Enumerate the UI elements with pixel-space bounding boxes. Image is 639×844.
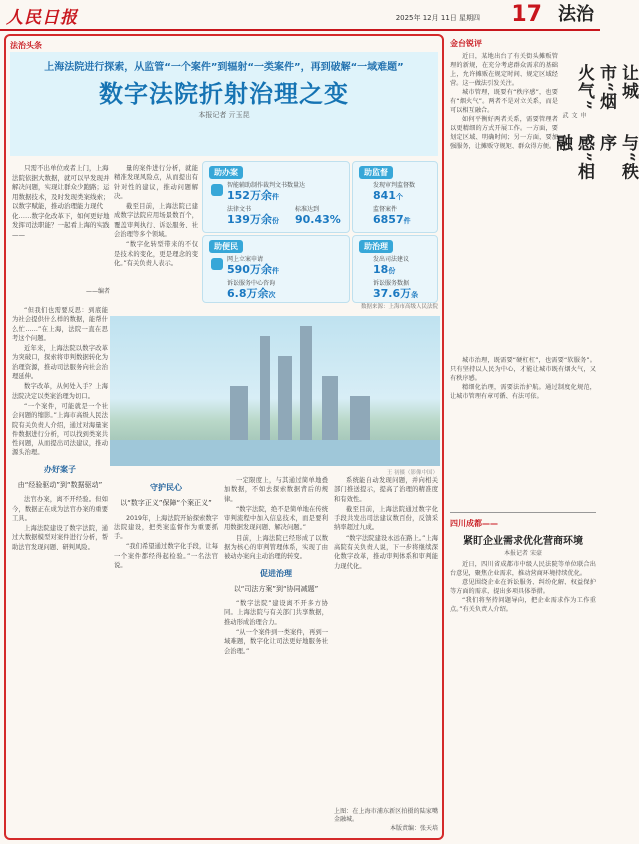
subhead: 办好案子: [44, 464, 76, 474]
commentary-title-line-2: 与“秩序感”相融: [552, 134, 638, 181]
paragraph: 城市治理，既需要“硬杠杠”，也需要“软服务”。只有坚持以人民为中心，才能让城市既有烟火气，又有秩序感。: [450, 357, 596, 382]
news-title: 紧盯企业需求优化营商环境: [463, 536, 583, 547]
section-name: 法治: [558, 4, 594, 25]
subhead-tagline: 以“数字正义”保障“个案正义”: [120, 499, 212, 507]
paragraph: 意见围绕企业在诉讼服务、纠纷化解、权益保护等方面的需求，提出多项具体举措。: [450, 579, 596, 595]
city-skyline-photo: [110, 316, 440, 466]
infocard-governance: [352, 235, 438, 303]
paragraph: 如何平衡好两者关系，需要管理者以更精细的方式开展工作。一方面，要划定区域、明确时间；另一方面，要加强服务，让摊贩守规矩、群众得方便。: [450, 116, 558, 150]
stat-item: 标准达到 90.43%: [295, 206, 341, 226]
river-shape: [110, 440, 440, 466]
tower-shape: [278, 356, 292, 446]
section-tag: 法治头条: [10, 41, 42, 50]
photo-caption: 上图：在上海市浦东新区拍摄的陆家嘴金融城。 本版责编：张天培: [334, 808, 438, 832]
paragraph: 截至目前，上海法院已建成数字法院应用场景数百个，覆盖审判执行、诉讼服务、社会治理等多个领域。: [114, 203, 198, 239]
paragraph: 数字改革，从何处入手？上海法院决定以类案治理为切口。: [12, 383, 108, 400]
paragraph: 2019年，上海法院开始探索数字法院建设，把类案监督作为重要抓手。: [114, 514, 218, 541]
stat-item: 发出司法建议 18份: [373, 256, 410, 276]
sidebar-tag: 金台锐评: [450, 39, 482, 48]
commentary-text-bottom: [450, 356, 596, 506]
stat-item: 诉讼服务数据 37.6万条: [373, 280, 419, 300]
kicker-headline: 上海法院进行探索，从监管“一个案件”到辐射“一类案件”，再到破解“一域难题”: [44, 62, 404, 73]
news-byline: 本报记者 宋豪: [504, 550, 542, 557]
news-tag: 四川成都——: [450, 519, 498, 528]
paragraph: “数字法院”建设离不开多方协同。上海法院与有关部门共享数据，推动形成治理合力。: [224, 600, 328, 626]
paragraph: 目前，上海法院已经形成了以数据为核心的审判管理体系，实现了由被动办案向主动治理的转变。: [224, 534, 328, 561]
page-number: 17: [511, 2, 542, 27]
paragraph: “数字化转型带来的不仅是技术的变化，更是理念的变化。”有关负责人表示。: [114, 241, 198, 267]
commentary-title-line-1: 让城市“烟火气”: [574, 64, 638, 111]
paragraph: 近日，四川省成都市中级人民法院等单位联合出台意见，聚焦企业需求，推动营商环境持续优化。: [450, 561, 596, 577]
infocard-convenience: [202, 235, 350, 303]
main-title: 数字法院折射治理之变: [99, 80, 349, 108]
tower-shape: [322, 376, 338, 446]
subhead-tagline: 由“经验驱动”到“数据驱动”: [17, 480, 103, 489]
infocard-supervision: [352, 161, 438, 233]
stat-item: 诉讼服务中心咨询 6.8万余次: [227, 280, 276, 300]
page-header: [0, 0, 600, 30]
paragraph: 精细化治理，需要法治护航。通过制度化规范，让城市管理有章可循、有法可依。: [450, 384, 596, 400]
divider: [450, 512, 596, 513]
stat-item: 发现审判监督数 841个: [373, 182, 416, 202]
tower-shape: [300, 326, 312, 446]
issue-date: 2025年 12月 11日 星期四: [395, 14, 480, 22]
infographic: [202, 161, 436, 311]
headline-banner: [10, 52, 438, 156]
infocard-title: 助治理: [359, 240, 393, 253]
paragraph: 一定限度上，与其通过简单地叠加数据，不如去探索数据背后的规律。: [224, 477, 328, 503]
article-column-2-top: [114, 164, 198, 314]
paragraph: 法官办案，离不开经验。但如今，数据正在成为法官办案的重要工具。: [12, 496, 108, 522]
paragraph: 量的案件进行分析，就能精准发现风险点，从而提出有针对性的建议，推动问题解决。: [114, 165, 198, 200]
subhead: 促进治理: [260, 568, 292, 578]
byline: 本报记者 亓玉昆: [198, 111, 250, 119]
paragraph: 城市管理，既要有“秩序感”，也要有“烟火气”。两者不是对立关系，而是可以相互融合。: [450, 89, 558, 114]
paragraph: “数字法院，绝不是简单地在传统审判流程中加入信息技术，而是要利用数据发现问题、解决问题。”: [224, 505, 328, 532]
stat-item: 智能辅助制作裁判文书数量达 152万余件: [227, 182, 306, 202]
photo-credit: 王 初摄（影像中国）: [386, 470, 438, 476]
article-column-1: [12, 306, 108, 831]
infographic-credit: 数据来源：上海市高级人民法院: [360, 304, 438, 310]
commentary-byline: 申文武: [561, 112, 586, 118]
paragraph: 截至目前，上海法院通过数字化手段共发出司法建议数百份，反馈采纳率超过九成。: [334, 505, 438, 532]
infocard-title: 助监督: [359, 166, 393, 179]
paragraph: “我们希望通过数字化手段，让每一个案件都经得起检验。”一名法官说。: [114, 543, 218, 569]
article-column-3: [224, 476, 328, 831]
paragraph: 上海法院建设了数字法院，通过大数据模型对案件进行分析，帮助法官发现问题、研判风险。: [12, 525, 108, 551]
paragraph: 系统能自动发现问题，并向相关部门推送提示，提高了治理的精准度和有效性。: [334, 477, 438, 503]
paragraph: “但我们也需要反思：到底能为社会提供什么样的数据，能帮什么忙……”在上海，法院一直在思考这个问题。: [12, 307, 108, 342]
subhead-tagline: 以“司法方案”到“协同减题”: [233, 584, 319, 593]
paragraph: “从一个案件到一类案件，再到一域难题，数字化让司法更好地服务社会治理。”: [224, 629, 328, 655]
subhead: 守护民心: [150, 483, 182, 492]
infocard-assist-cases: [202, 161, 350, 233]
editor-sign: ——编者: [85, 288, 110, 295]
paragraph: “数字法院建设永远在路上。”上海高院有关负责人说，下一步将继续深化数字改革，推动审判体系和审判能力现代化。: [334, 534, 438, 570]
stat-item: 监督案件 6857件: [373, 206, 411, 226]
infocard-title: 助办案: [209, 166, 243, 179]
header-rule: [0, 29, 600, 31]
paragraph: 近日，某地出台了有关街头摊贩管理的新规，在充分考虑群众需求的基础上，允许摊贩在规定时间、规定区域经营。这一做法引发关注。: [450, 53, 558, 87]
commentary-text-top: [450, 52, 558, 352]
paragraph: 近年来，上海法院以数字改革为突破口，探索将审判数据转化为治理资源，推动司法服务向社会治理延伸。: [12, 345, 108, 381]
tower-shape: [230, 386, 248, 446]
article-column-2: [114, 476, 218, 831]
editor-intro: 只需不出单位或者上门，上海法院依据大数据，就可以早发现并解决问题，实现让群众少跑路；运用数据技术，及时发现类案线索；以数字赋能，推动治理能力现代化……数字化改革下，如何更好地发挥司法职能？一起看上海的实践——: [12, 164, 110, 239]
paragraph: “一个案件，可能就是一个社会问题的缩影。”上海市高级人民法院有关负责人介绍，通过对海量案件数据进行分析，可以找到类案共性问题，从而提出司法建议，推动源头治理。: [12, 402, 108, 457]
newspaper-logo: 人民日报: [6, 8, 78, 28]
stat-item: 法律文书 139万余份: [227, 206, 279, 226]
paragraph: “我们将坚持问题导向，把企业需求作为工作重点。”有关负责人介绍。: [450, 597, 596, 613]
main-article: [4, 34, 444, 840]
tower-shape: [350, 396, 370, 446]
tower-shape: [260, 336, 270, 446]
heart-icon: [211, 258, 223, 270]
article-column-4: [334, 476, 438, 806]
news-text: [450, 560, 596, 838]
stat-item: 网上立案申请 590万余件: [227, 256, 279, 276]
document-icon: [211, 184, 223, 196]
infocard-title: 助便民: [209, 240, 243, 253]
